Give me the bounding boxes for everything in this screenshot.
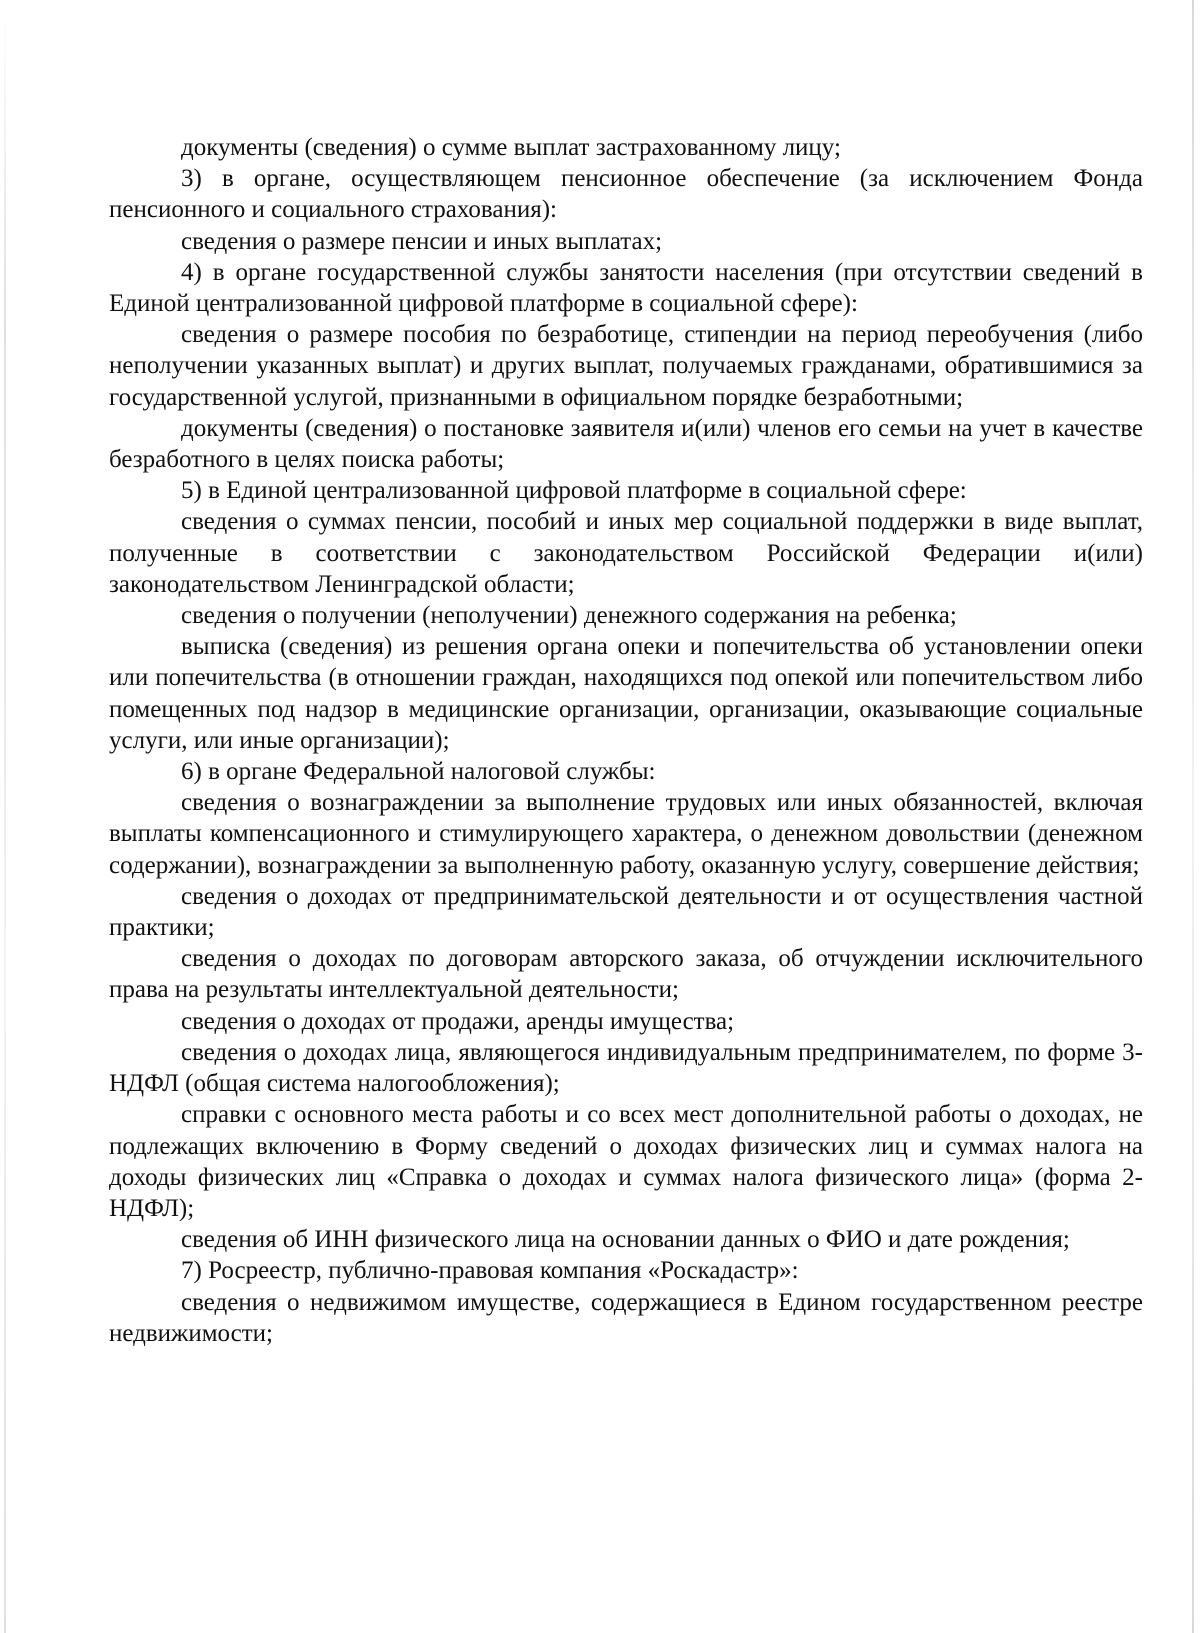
- paragraph: сведения о суммах пенсии, пособий и иных мер социальной поддержки в виде выплат, полученные в соответствии с законодательством Российской Федерации и(или) законодательством Ленинградской области;: [109, 508, 1143, 598]
- paragraph: 6) в органе Федеральной налоговой службы:: [181, 758, 656, 786]
- paragraph: сведения о размере пособия по безработице, стипендии на период переобучения (либо неполучении указанных выплат) и других выплат, получаемых гражданами, обратившимися за государственной услугой, признанными в официальном порядке безработными;: [109, 321, 1143, 411]
- paragraph: сведения о недвижимом имуществе, содержащиеся в Едином государственном реестре недвижимости;: [109, 1288, 1143, 1347]
- paragraph: сведения о получении (неполучении) денежного содержания на ребенка;: [181, 602, 957, 630]
- paragraph: 5) в Единой централизованной цифровой платформе в социальной сфере:: [181, 477, 967, 505]
- paragraph: документы (сведения) о постановке заявителя и(или) членов его семьи на учет в качестве безработного в целях поиска работы;: [109, 414, 1143, 474]
- paragraph: 4) в органе государственной службы занятости населения (при отсутствии сведений в Единой централизованной цифровой платформе в социальной сфере):: [109, 258, 1143, 318]
- document-body: [109, 132, 1143, 1349]
- paragraph: выписка (сведения) из решения органа опеки и попечительства об установлении опеки или попечительства (в отношении граждан, находящихся под опекой или попечительством либо помещенных под надзор в медицинские организации, организации, оказывающие социальные услуги, или иные организации);: [109, 633, 1143, 754]
- paragraph: сведения о вознаграждении за выполнение трудовых или иных обязанностей, включая выплаты компенсационного и стимулирующего характера, о денежном довольствии (денежном содержании), вознаграждении за выполненную работу, оказанную услугу, совершение действия;: [109, 789, 1143, 879]
- paragraph: сведения о доходах от предпринимательской деятельности и от осуществления частной практики;: [109, 882, 1143, 942]
- paragraph: справки с основного места работы и со всех мест дополнительной работы о доходах, не подлежащих включению в Форму сведений о доходах физических лиц и суммах налога на доходы физических лиц «Справка о доходах и суммах налога физического лица» (форма 2-НДФЛ);: [109, 1101, 1143, 1222]
- paragraph: сведения о размере пенсии и иных выплатах;: [181, 227, 663, 255]
- paragraph: сведения о доходах по договорам авторского заказа, об отчуждении исключительного права на результаты интеллектуальной деятельности;: [109, 945, 1143, 1004]
- paragraph: сведения об ИНН физического лица на основании данных о ФИО и дате рождения;: [181, 1226, 1070, 1254]
- paragraph: 7) Росреестр, публично-правовая компания «Роскадастр»:: [181, 1257, 799, 1285]
- paragraph: сведения о доходах лица, являющегося индивидуальным предпринимателем, по форме 3-НДФЛ (общая система налогообложения);: [109, 1038, 1143, 1098]
- scan-edge-right: [1192, 0, 1194, 1633]
- paragraph: 3) в органе, осуществляющем пенсионное обеспечение (за исключением Фонда пенсионного и социального страхования):: [109, 165, 1143, 224]
- paragraph: документы (сведения) о сумме выплат застрахованному лицу;: [181, 134, 841, 161]
- scan-edge-left: [4, 0, 6, 1633]
- paragraph: сведения о доходах от продажи, аренды имущества;: [181, 1007, 735, 1035]
